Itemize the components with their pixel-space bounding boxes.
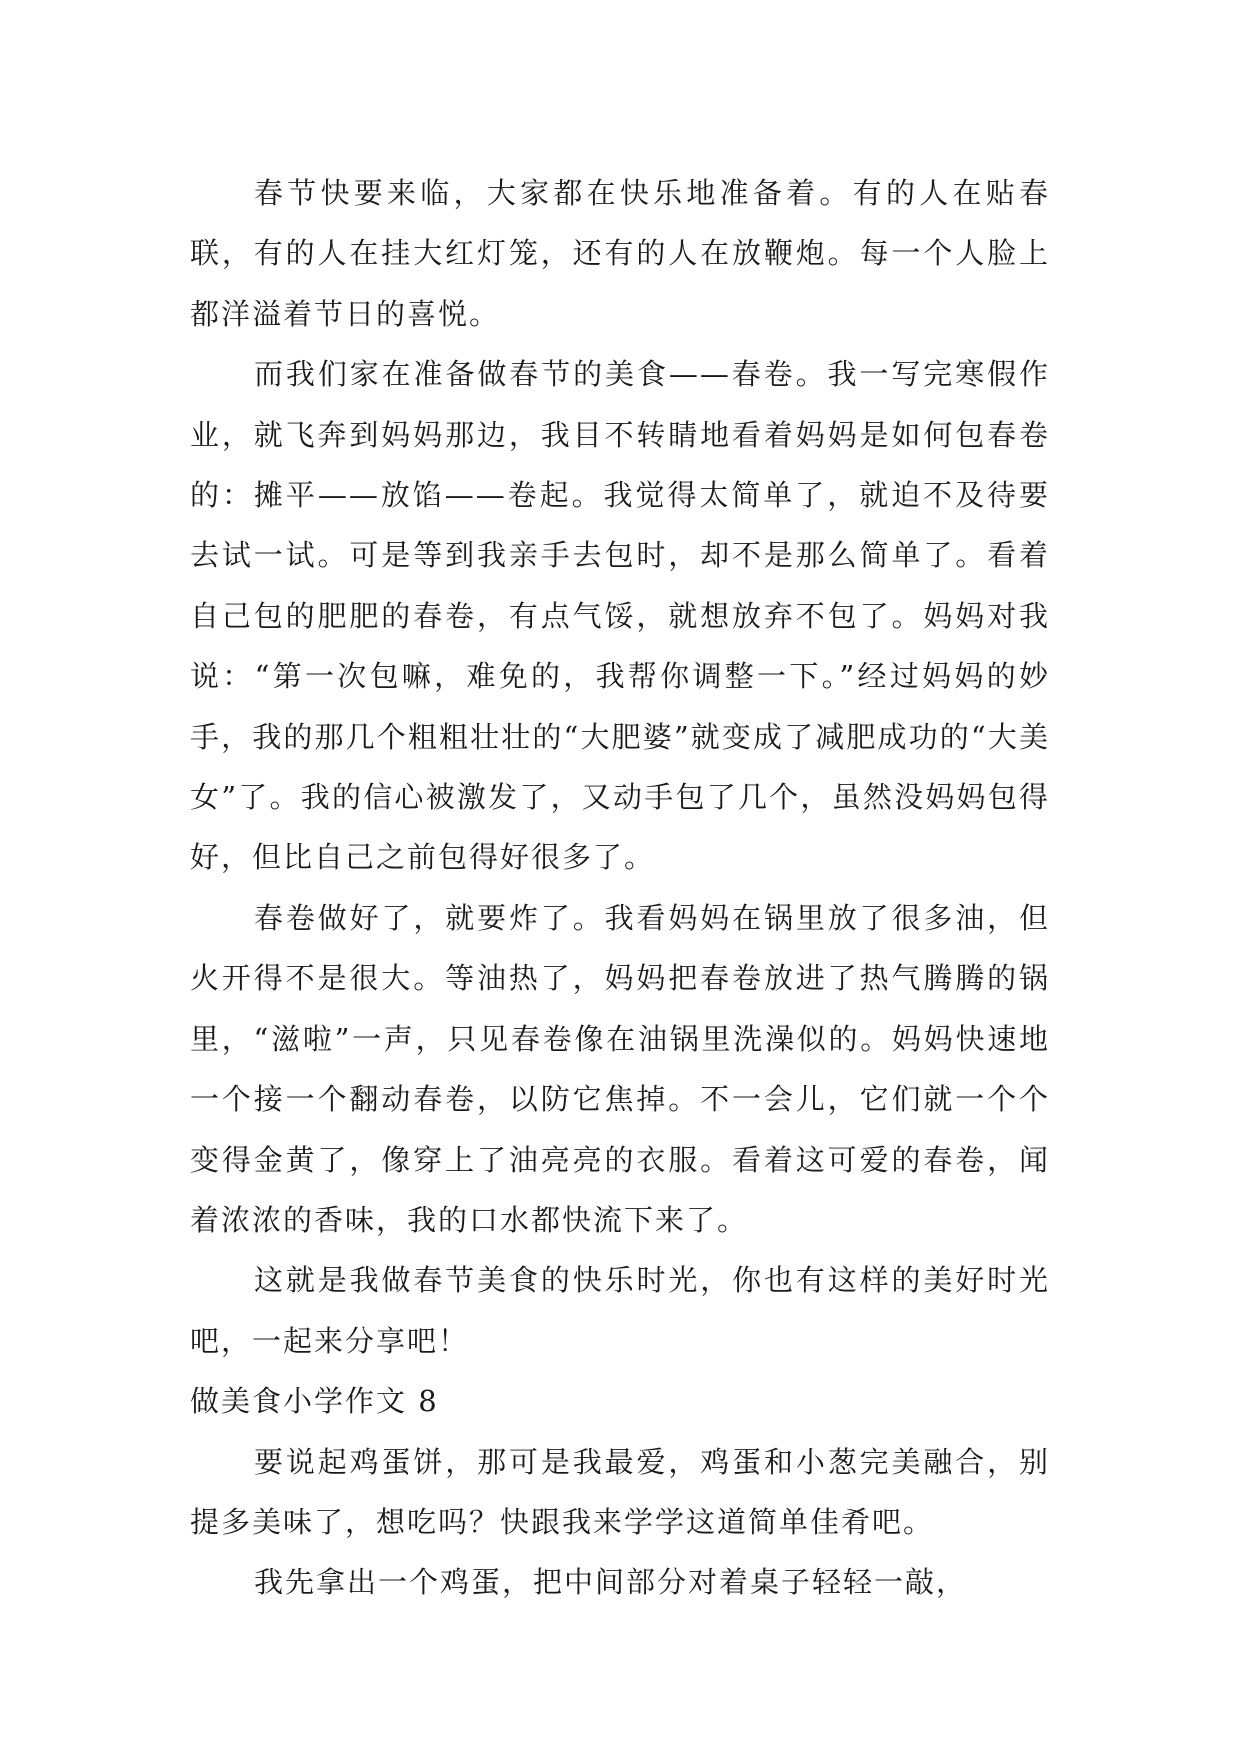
paragraph: 我先拿出一个鸡蛋，把中间部分对着桌子轻轻一敲，	[254, 1565, 968, 1600]
essay-title: 做美食小学作文 8	[190, 1384, 439, 1419]
paragraph: 春节快要来临，大家都在快乐地准备着。有的人在贴春联，有的人在挂大红灯笼，还有的人在放鞭炮。每一个人脸上都洋溢着节日的喜悦。	[190, 176, 1050, 331]
paragraph: 而我们家在准备做春节的美食——春卷。我一写完寒假作业，就飞奔到妈妈那边，我目不转睛地看着妈妈是如何包春卷的：摊平——放馅——卷起。我觉得太简单了，就迫不及待要去试一试。可是等到我亲手去包时，却不是那么简单了。看着自己包的肥肥的春卷，有点气馁，就想放弃不包了。妈妈对我说：“第一次包嘛，难免的，我帮你调整一下。”经过妈妈的妙手，我的那几个粗粗壮壮的“大肥婆”就变成了减肥成功的“大美女”了。我的信心被激发了，又动手包了几个，虽然没妈妈包得好，但比自己之前包得好很多了。	[190, 357, 1050, 875]
paragraph: 春卷做好了，就要炸了。我看妈妈在锅里放了很多油，但火开得不是很大。等油热了，妈妈把春卷放进了热气腾腾的锅里，“滋啦”一声，只见春卷像在油锅里洗澡似的。妈妈快速地一个接一个翻动春卷，以防它焦掉。不一会儿，它们就一个个变得金黄了，像穿上了油亮亮的衣服。看着这可爱的春卷，闻着浓浓的香味，我的口水都快流下来了。	[190, 900, 1050, 1237]
paragraph: 要说起鸡蛋饼，那可是我最爱，鸡蛋和小葱完美融合，别提多美味了，想吃吗？快跟我来学学这道简单佳肴吧。	[190, 1444, 1050, 1539]
essay-text	[190, 163, 1050, 1613]
paragraph: 这就是我做春节美食的快乐时光，你也有这样的美好时光吧，一起来分享吧！	[190, 1263, 1050, 1358]
